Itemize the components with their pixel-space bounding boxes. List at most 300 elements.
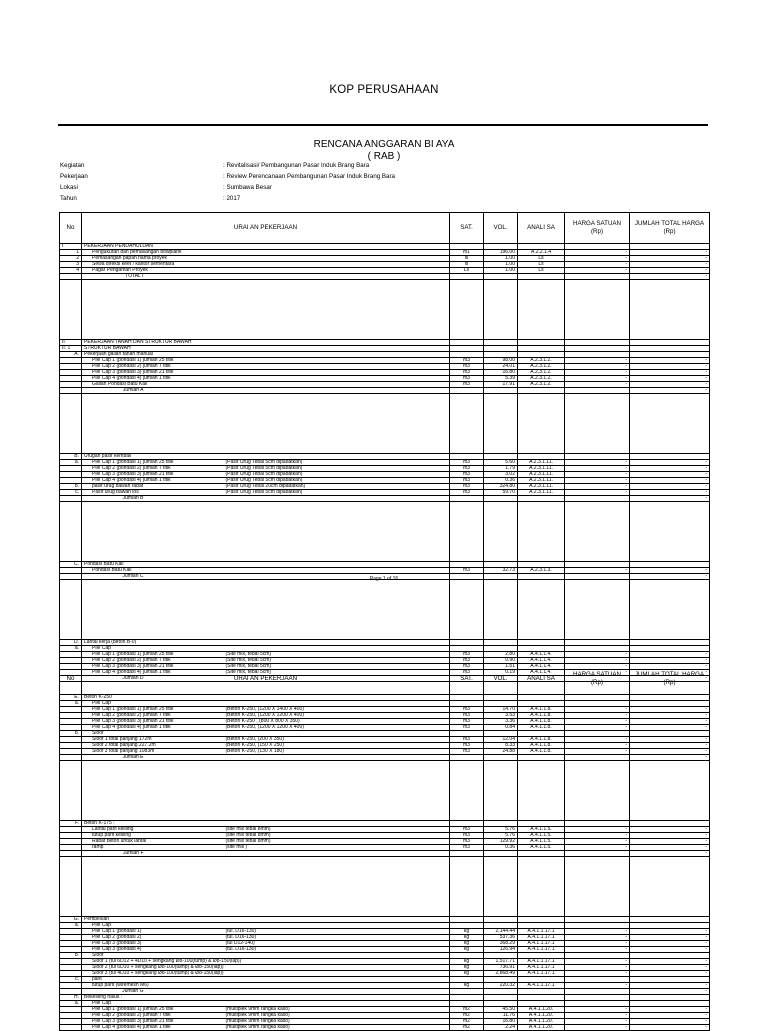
cell-sat: kg (450, 965, 484, 971)
cell-harga-satuan: - (565, 749, 630, 755)
cell-jumlah (630, 580, 710, 640)
cell-jumlah: - (630, 989, 710, 995)
cell-jumlah: - (630, 851, 710, 857)
cell-no: II. 1 (60, 346, 82, 352)
cell-spec: (tul. D16-130) (224, 929, 450, 935)
cell-analisa: A.4.1.1.8. (518, 719, 565, 725)
cell-analisa (518, 580, 565, 640)
cell-no: 4 (60, 268, 82, 274)
cell-uraian: Pile Cap 4 (pondasi 4) jumlah 1 titik (82, 725, 224, 731)
cell-no: b. (60, 731, 82, 737)
cell-no: 2 (60, 256, 82, 262)
cell-uraian: Pile Cap 1 (pondasi 1) jumlah 25 titik (82, 1007, 224, 1013)
cell-sat: m3 (450, 568, 484, 574)
cell-uraian: Sloof 2 total panjang 227.2m (82, 743, 224, 749)
cell-vol: 24.01 (484, 364, 518, 370)
cell-harga-satuan: - (565, 965, 630, 971)
cell-vol (484, 580, 518, 640)
info-value: : Sumbawa Besar (223, 184, 272, 191)
cell-analisa: A.2.3.1.11. (518, 484, 565, 490)
cell-sat: m3 (450, 839, 484, 845)
cell-spec: (Beton K-250 , (800 X 800 X 350) (224, 719, 450, 725)
cell-sat: ls (450, 256, 484, 262)
cell-uraian: Pile Cap 3 (pondasi 3) (82, 941, 224, 947)
cell-vol: 8.33 (484, 743, 518, 749)
cell-jumlah: - (630, 658, 710, 664)
cell-uraian: Pile Cap 1 (pondasi 1) (82, 929, 224, 935)
cell-sat: m3 (450, 466, 484, 472)
cell-uraian: Pile Cap 2 (pondasi 2) (82, 935, 224, 941)
cell-analisa: A.4.1.1.5. (518, 827, 565, 833)
cell-no: H. (60, 995, 82, 1001)
cell-spec: (Pasir Urug Tebal 20cm dipadatkan) (224, 484, 450, 490)
cell-sat (450, 857, 484, 917)
cell-harga-satuan: - (565, 929, 630, 935)
cell-analisa (518, 280, 565, 340)
cell-harga-satuan: - (565, 719, 630, 725)
cell-sat: m1 (450, 250, 484, 256)
cell-sat: m3 (450, 707, 484, 713)
cell-vol: 129.92 (484, 839, 518, 845)
cell-vol: 0.84 (484, 725, 518, 731)
header-harga-satuan: HARGA SATUAN (Rp) (565, 664, 630, 695)
cell-no: c. (60, 977, 82, 983)
cell-jumlah: - (630, 358, 710, 364)
cell-no: F. (60, 821, 82, 827)
cell-no: a. (60, 923, 82, 929)
cell-jumlah: - (630, 965, 710, 971)
cell-jumlah: - (630, 929, 710, 935)
cell-jumlah: - (630, 568, 710, 574)
cell-jumlah: - (630, 664, 710, 670)
cell-spec (224, 857, 450, 917)
cell-jumlah: - (630, 466, 710, 472)
cell-vol: 32.73 (484, 568, 518, 574)
cell-jumlah: - (630, 725, 710, 731)
cell-vol: 3.53 (484, 713, 518, 719)
cell-uraian: Sewa direksi keet / kantor sementara (82, 262, 224, 268)
cell-uraian: Sloof 2 (tul 6D10 + sengkang Ø8-100(tump) & Ø8-150(lap)) (82, 965, 224, 971)
cell-analisa (518, 857, 565, 917)
cell-analisa: A.4.1.1.17.1 (518, 965, 565, 971)
cell-jumlah: - (630, 755, 710, 761)
cell-sat: m3 (450, 490, 484, 496)
cell-spec: (site mix tebal 8mm) (224, 833, 450, 839)
cell-uraian: Pile Cap 3 (pondasi 3) jumlah 21 titik (82, 1019, 224, 1025)
cell-uraian: Jumlah F (82, 851, 224, 857)
cell-uraian: Sloof 1 (tul 6D12 + 4D10 + sengkang Ø8-100(tump) & Ø8-150(lap)) (82, 959, 224, 965)
cell-uraian: Pile Cap 2 (pondasi 2) jumlah 7 titik (82, 658, 224, 664)
cell-uraian: Pile Cap 2 (pondasi 2) jumlah 7 titik (82, 364, 224, 370)
cell-sat: m3 (450, 845, 484, 851)
cell-jumlah: - (630, 364, 710, 370)
table-row (60, 280, 710, 340)
cell-harga-satuan: - (565, 725, 630, 731)
table-row (60, 394, 710, 454)
cell-uraian: tutup parit keliling (82, 833, 224, 839)
cell-jumlah: - (630, 719, 710, 725)
cell-uraian: Pile Cap (82, 1001, 224, 1007)
cell-uraian: Sloof (82, 953, 224, 959)
cell-uraian: Pasir urug bawah los (82, 490, 224, 496)
cell-sat: m3 (450, 725, 484, 731)
cell-jumlah: - (630, 388, 710, 394)
cell-analisa: A.4.1.1.8. (518, 707, 565, 713)
cell-vol: 368.29 (484, 941, 518, 947)
cell-analisa: Ls (518, 256, 565, 262)
cell-uraian: Pile Cap 3 (pondasi 3) jumlah 21 titik (82, 370, 224, 376)
cell-analisa: A.4.1.1.4. (518, 664, 565, 670)
cell-jumlah: - (630, 839, 710, 845)
cell-spec: (multiplek 9mm rangka kaso) (224, 1013, 450, 1019)
cell-analisa: A.2.3.1.2. (518, 382, 565, 388)
cell-sat: kg (450, 929, 484, 935)
cell-jumlah: - (630, 484, 710, 490)
cell-uraian: Pile Cap 4 (pondasi 4) jumlah 1 titik (82, 478, 224, 484)
cell-harga-satuan: - (565, 256, 630, 262)
info-value: : Revitalisasi/ Pembangunan Pasar Induk Brang Bara (223, 162, 370, 169)
cell-sat: m3 (450, 652, 484, 658)
cell-uraian (82, 857, 224, 917)
cell-harga-satuan: - (565, 839, 630, 845)
cell-spec (224, 394, 450, 454)
cell-spec: (site mix tebal 8mm) (224, 827, 450, 833)
cell-uraian: Pondasi Batu Kali (82, 568, 224, 574)
cell-vol: 5.60 (484, 460, 518, 466)
cell-harga-satuan (565, 394, 630, 454)
cell-sat: m2 (450, 1013, 484, 1019)
cell-no (60, 761, 82, 821)
cell-vol: 12.04 (484, 737, 518, 743)
cell-vol: 24.88 (484, 749, 518, 755)
cell-harga-satuan: - (565, 947, 630, 953)
cell-harga-satuan: - (565, 262, 630, 268)
cell-analisa: A.4.1.1.4. (518, 658, 565, 664)
cell-analisa: A.2.3.1.11. (518, 466, 565, 472)
cell-analisa: A.2.3.1.11. (518, 478, 565, 484)
cell-harga-satuan: - (565, 382, 630, 388)
table-row (60, 761, 710, 821)
cell-uraian (82, 580, 224, 640)
cell-harga-satuan: - (565, 737, 630, 743)
cell-analisa: A.2.3.1.11. (518, 472, 565, 478)
cell-harga-satuan: - (565, 1007, 630, 1013)
cell-harga-satuan: - (565, 472, 630, 478)
cell-sat: m3 (450, 670, 484, 676)
cell-sat (450, 280, 484, 340)
cell-uraian: Pemasangan papan nama proyek (82, 256, 224, 262)
cell-sat: m3 (450, 737, 484, 743)
info-value: : 2017 (223, 195, 241, 202)
cell-uraian: Sloof (82, 731, 224, 737)
header-sat: SAT. (450, 664, 484, 695)
cell-harga-satuan: - (565, 1013, 630, 1019)
cell-analisa: A.4.1.1.20. (518, 1013, 565, 1019)
cell-no (60, 280, 82, 340)
cell-analisa: A.2.2.1.4 (518, 250, 565, 256)
cell-vol: 2.80 (484, 652, 518, 658)
cell-uraian: Pagar Pengaman Proyek (82, 268, 224, 274)
cell-harga-satuan: - (565, 358, 630, 364)
cell-harga-satuan: - (565, 460, 630, 466)
cell-jumlah: - (630, 827, 710, 833)
cell-spec: (Beton K-250, (150 X 250) (224, 743, 450, 749)
cell-uraian: Pile Cap 2 (pondasi 2) jumlah 7 titik (82, 466, 224, 472)
cell-uraian: Pile Cap 4 (pondasi 4) jumlah 1 titik (82, 376, 224, 382)
document-title: RENCANA ANGGARAN BI AYA (313, 139, 455, 150)
cell-jumlah: - (630, 707, 710, 713)
cell-uraian: Pile Cap 1 (pondasi 1) jumlah 25 titik (82, 652, 224, 658)
cell-spec: (Pasir Urug Tebal 5cm dipadatkan) (224, 478, 450, 484)
cell-sat: m3 (450, 713, 484, 719)
document-subtitle: ( RAB ) (367, 151, 401, 162)
cell-spec: (Site mix, tebal 5cm) (224, 670, 450, 676)
cell-uraian: Pile Cap (82, 701, 224, 707)
cell-spec: (Site mix, tebal 5cm) (224, 658, 450, 664)
cell-analisa: A.2.3.1.11. (518, 490, 565, 496)
cell-sat: m3 (450, 743, 484, 749)
cell-uraian (82, 761, 224, 821)
cell-spec: (tul. D16-130) (224, 947, 450, 953)
cell-no: a. (60, 646, 82, 652)
cell-harga-satuan: - (565, 364, 630, 370)
cell-spec (224, 280, 450, 340)
cell-harga-satuan: - (565, 1019, 630, 1025)
cell-spec: (Pasir Urug Tebal 5cm dipadatkan) (224, 466, 450, 472)
cell-uraian: Rabat beton untuk lantai (82, 839, 224, 845)
cell-jumlah: - (630, 382, 710, 388)
cell-vol: 1.00 (484, 268, 518, 274)
cell-sat: m3 (450, 472, 484, 478)
cell-sat: kg (450, 947, 484, 953)
cell-no (60, 857, 82, 917)
cell-uraian: Urugan pasir kembali (82, 454, 224, 460)
cell-harga-satuan: - (565, 268, 630, 274)
cell-uraian: PEKERJAAN PENDAHULUAN (82, 244, 224, 250)
cell-sat: m3 (450, 749, 484, 755)
cell-jumlah: - (630, 268, 710, 274)
cell-uraian: Pile Cap 3 (pondasi 3) jumlah 21 titik (82, 719, 224, 725)
cell-jumlah: - (630, 737, 710, 743)
cell-analisa: A.4.1.1.17.1 (518, 947, 565, 953)
cell-jumlah: - (630, 676, 710, 682)
cell-harga-satuan (565, 761, 630, 821)
cell-vol: 5.76 (484, 833, 518, 839)
cell-sat: Ls (450, 268, 484, 274)
cell-jumlah: - (630, 274, 710, 280)
cell-spec: (site mix tebal 8mm) (224, 839, 450, 845)
cell-jumlah: - (630, 833, 710, 839)
cell-analisa: A.4.1.1.8. (518, 737, 565, 743)
cell-vol: 1,517.71 (484, 959, 518, 965)
cell-jumlah: - (630, 490, 710, 496)
cell-uraian: Jumlah D (82, 676, 224, 682)
cell-jumlah: - (630, 496, 710, 502)
cell-no: c. (60, 490, 82, 496)
cell-no: 3 (60, 262, 82, 268)
cell-no: a. (60, 1001, 82, 1007)
cell-sat: m2 (450, 1025, 484, 1031)
cell-jumlah: - (630, 256, 710, 262)
cell-harga-satuan: - (565, 743, 630, 749)
cell-harga-satuan: - (565, 370, 630, 376)
cell-analisa: A.4.1.1.20. (518, 1007, 565, 1013)
cell-spec: (tul. D16-130) (224, 935, 450, 941)
cell-spec: (Beton K-250, (1200 X 1200 X 400) (224, 725, 450, 731)
cell-uraian: STRUKTUR BAWAH (82, 346, 224, 352)
cell-jumlah: - (630, 472, 710, 478)
page-number: Page 1 of 16 (369, 576, 399, 582)
cell-spec: (multiplek 9mm rangka kaso) (224, 1007, 450, 1013)
cell-uraian: ramp (82, 845, 224, 851)
header-sat: SAT. (450, 213, 484, 244)
cell-vol: 537.36 (484, 935, 518, 941)
cell-analisa: A.2.3.1.11. (518, 460, 565, 466)
cell-jumlah: - (630, 743, 710, 749)
cell-vol: 1.00 (484, 256, 518, 262)
cell-uraian: Pekerjaan galian tanah manual (82, 352, 224, 358)
cell-harga-satuan: - (565, 376, 630, 382)
cell-analisa: A.4.1.1.8. (518, 749, 565, 755)
cell-uraian: Pile Cap 4 (pondasi 4) jumlah 1 titik (82, 670, 224, 676)
cell-analisa: A.4.1.1.17.1 (518, 929, 565, 935)
cell-analisa: A.4.1.1.17.1 (518, 959, 565, 965)
cell-uraian: Pembesian (82, 917, 224, 923)
cell-vol: 736.91 (484, 965, 518, 971)
cell-uraian: parit (82, 977, 224, 983)
cell-uraian: Lantai parit keliling (82, 827, 224, 833)
cell-no: G. (60, 917, 82, 923)
cell-spec (224, 502, 450, 562)
cell-sat: m3 (450, 460, 484, 466)
cell-analisa: A.4.1.1.5. (518, 833, 565, 839)
cell-vol: 59.70 (484, 490, 518, 496)
cell-analisa: A.4.1.1.4. (518, 652, 565, 658)
cell-spec: (Beton K-250, (130 X 180) (224, 749, 450, 755)
cell-jumlah: - (630, 947, 710, 953)
cell-harga-satuan (565, 280, 630, 340)
cell-analisa (518, 502, 565, 562)
cell-vol: 17.91 (484, 382, 518, 388)
cell-uraian: Lantai kerja (beton B-0) (82, 640, 224, 646)
header-harga-satuan: HARGA SATUAN (Rp) (565, 213, 630, 244)
cell-jumlah: - (630, 971, 710, 977)
cell-sat: m3 (450, 719, 484, 725)
cell-sat: m3 (450, 358, 484, 364)
cell-no: A. (60, 352, 82, 358)
table-row (60, 857, 710, 917)
header-uraian: URAI AN PEKERJAAN (82, 213, 450, 244)
cell-vol (484, 280, 518, 340)
cell-uraian: Pile Cap 3 (pondasi 3) jumlah 21 titik (82, 472, 224, 478)
cell-analisa: A.4.1.1.17.1 (518, 983, 565, 989)
cell-no: D. (60, 640, 82, 646)
cell-sat: m3 (450, 833, 484, 839)
cell-harga-satuan: - (565, 983, 630, 989)
header-vol: VOL. (484, 213, 518, 244)
cell-vol: 5.39 (484, 376, 518, 382)
cell-sat: kg (450, 941, 484, 947)
cell-sat: kg (450, 935, 484, 941)
header-jumlah-total: JUMLAH TOTAL HARGA (Rp) (630, 213, 710, 244)
cell-vol: 1.79 (484, 466, 518, 472)
cell-spec: (Beton K-250, (1200 X 1400 X 400) (224, 707, 450, 713)
cell-vol: 14.70 (484, 707, 518, 713)
header-analisa: ANALI SA (518, 213, 565, 244)
cell-uraian: Pile Cap (82, 646, 224, 652)
cell-uraian: Pondasi Batu Kali (82, 562, 224, 568)
header-vol: VOL. (484, 664, 518, 695)
kop-perusahaan: KOP PERUSAHAAN (329, 84, 439, 96)
cell-vol: 3.02 (484, 472, 518, 478)
cell-sat: m3 (450, 664, 484, 670)
table-row (60, 1025, 710, 1031)
cell-jumlah: - (630, 574, 710, 580)
cell-vol: 2,868.49 (484, 971, 518, 977)
cell-harga-satuan: - (565, 713, 630, 719)
cell-analisa: A.2.3.1.3. (518, 568, 565, 574)
cell-sat (450, 761, 484, 821)
header-no: No (60, 664, 82, 695)
rab-table-page-2 (59, 663, 710, 1031)
cell-analisa: A.4.1.1.20. (518, 1019, 565, 1025)
cell-spec: (Pasir Urug Tebal 5cm dipadatkan) (224, 460, 450, 466)
cell-jumlah: - (630, 713, 710, 719)
cell-analisa: A.2.3.1.2. (518, 370, 565, 376)
cell-vol: 0.36 (484, 845, 518, 851)
cell-vol: 0.19 (484, 670, 518, 676)
cell-sat (450, 502, 484, 562)
info-label: Lokasi (60, 184, 78, 191)
cell-analisa: A.4.1.1.5. (518, 839, 565, 845)
cell-jumlah (630, 857, 710, 917)
cell-sat: m2 (450, 1019, 484, 1025)
cell-vol (484, 761, 518, 821)
cell-harga-satuan: - (565, 568, 630, 574)
cell-sat: kg (450, 983, 484, 989)
cell-uraian: PEKERJAAN TANAH DAN STRUKTUR BAWAH (82, 340, 224, 346)
cell-jumlah: - (630, 670, 710, 676)
cell-vol: 45.50 (484, 1007, 518, 1013)
cell-spec: (Beton K-250, (200 X 350) (224, 737, 450, 743)
cell-jumlah: - (630, 262, 710, 268)
cell-vol: 5.76 (484, 827, 518, 833)
cell-no: a. (60, 701, 82, 707)
cell-uraian: Beton K-250 (82, 695, 224, 701)
cell-analisa: A.4.1.1.5. (518, 845, 565, 851)
cell-vol: 16.80 (484, 1019, 518, 1025)
cell-sat: kg (450, 959, 484, 965)
cell-harga-satuan: - (565, 250, 630, 256)
cell-jumlah: - (630, 1019, 710, 1025)
cell-spec: (Site mix, tebal 5cm) (224, 652, 450, 658)
cell-vol: 16.80 (484, 370, 518, 376)
cell-analisa: A.4.1.1.17.1 (518, 941, 565, 947)
cell-vol: 220.32 (484, 983, 518, 989)
cell-vol: 3.36 (484, 719, 518, 725)
cell-no: B. (60, 454, 82, 460)
cell-uraian (82, 394, 224, 454)
cell-harga-satuan: - (565, 959, 630, 965)
cell-harga-satuan: - (565, 664, 630, 670)
cell-sat: m2 (450, 1007, 484, 1013)
cell-harga-satuan: - (565, 478, 630, 484)
cell-uraian (82, 280, 224, 340)
cell-sat: kg (450, 971, 484, 977)
cell-harga-satuan: - (565, 466, 630, 472)
cell-uraian: Jumlah B (82, 496, 224, 502)
table-row (60, 502, 710, 562)
